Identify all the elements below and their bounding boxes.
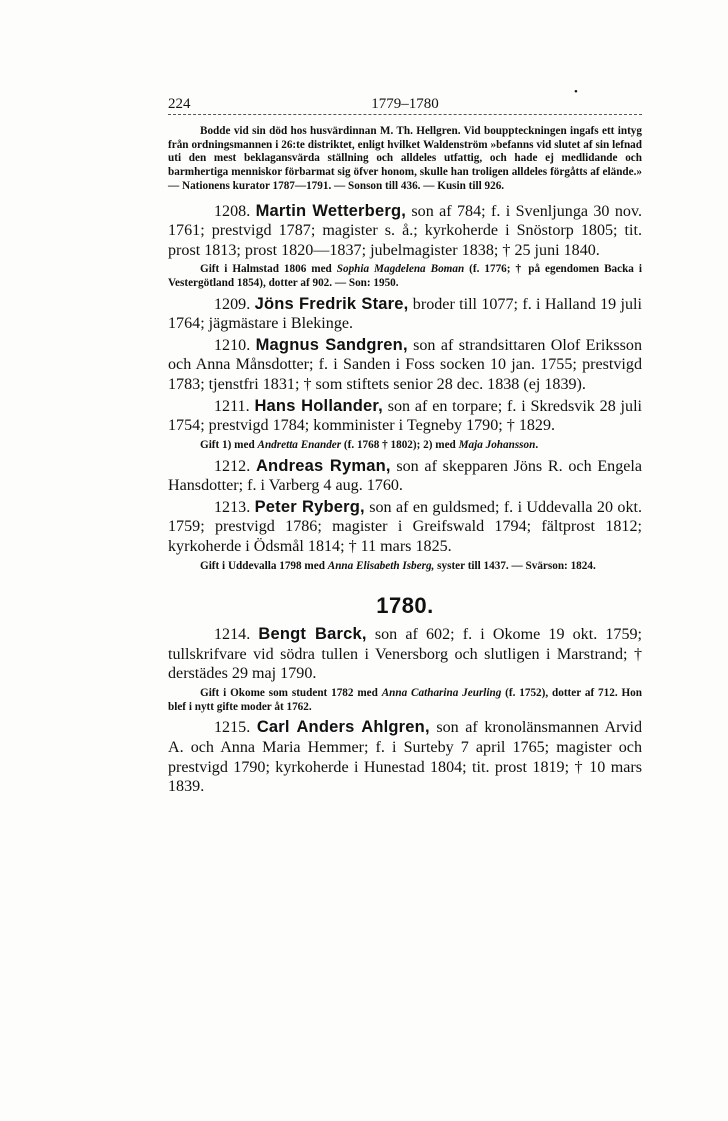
entry-number: 1215. xyxy=(214,719,251,737)
entry-text: son af strandsittaren Olof Eriksson och Anna Månsdotter; f. i Sanden i Foss socken 10 jan. 1755; prestvigd 1783; tjenstfri 1831; † som stiftets senior 28 dec. 1838 (ej 1839). xyxy=(168,336,642,394)
entry-number: 1209. xyxy=(214,295,251,313)
spouse-name: Anna Catharina Jeurling xyxy=(381,687,502,700)
entry-number: 1208. xyxy=(214,202,251,220)
entry-1210 xyxy=(168,336,642,395)
entry-name: Hans Hollander, xyxy=(254,396,383,415)
entry-1214 xyxy=(168,625,642,684)
entry-number: 1212. xyxy=(214,457,251,475)
entry-name: Peter Ryberg, xyxy=(254,497,365,516)
entry-1209 xyxy=(168,295,642,334)
entry-1212 xyxy=(168,457,642,496)
intro-note: Bodde vid sin död hos husvärdinnan M. Th. Hellgren. Vid bouppteckningen ingafs ett intyg från ordningsmannen i 26:te distriktet, enligt hvilket Waldenström »befanns vid slutet af sin lefnad uti den mest beklagansvärda ställning och alldeles utfattig, och hade ej medlidande och barmhertiga menniskor förbarmat sig öfver honom, skulle han troligen alldeles förgåtts af elände.» — Nationens kurator 1787—1791. — Sonson till 436. — Kusin till 926. xyxy=(168,125,642,192)
entry-text: son af skepparen Jöns R. och Engela Hansdotter; f. i Varberg 4 aug. 1760. xyxy=(168,457,642,495)
entry-number: 1211. xyxy=(214,397,250,415)
entry-number: 1210. xyxy=(214,336,251,354)
entry-note-1213: Gift i Uddevalla 1798 med Anna Elisabeth Isberg, syster till 1437. — Svärson: 1824. xyxy=(200,559,596,572)
entry-number: 1213. xyxy=(214,498,251,516)
entry-name: Jöns Fredrik Stare, xyxy=(254,294,409,313)
entry-note-1211: Gift 1) med Andretta Enander (f. 1768 † 1802); 2) med Maja Johansson. xyxy=(200,438,539,451)
print-speck: • xyxy=(574,86,578,98)
entry-1215 xyxy=(168,718,642,796)
entry-text: son af en guldsmed; f. i Uddevalla 20 okt. 1759; prestvigd 1786; magister i Greifswald 1794; fältprost 1812; kyrkoherde i Ödsmål 1814; † 11 mars 1825. xyxy=(168,498,642,555)
entry-text: son af en torpare; f. i Skredsvik 28 juli 1754; prestvigd 1784; komminister i Tegneby 1790; † 1829. xyxy=(168,397,643,435)
entry-1208 xyxy=(168,202,642,261)
section-year-heading: 1780. xyxy=(376,593,434,619)
entry-number: 1214. xyxy=(214,626,251,644)
entry-name: Martin Wetterberg, xyxy=(255,201,407,220)
page-header xyxy=(168,86,642,115)
book-page xyxy=(168,86,643,797)
entry-1213 xyxy=(168,498,642,557)
entry-name: Carl Anders Ahlgren, xyxy=(256,718,430,737)
entry-name: Magnus Sandgren, xyxy=(255,335,408,354)
spouse-name: Anna Elisabeth Isberg, xyxy=(327,559,435,572)
entry-text: broder till 1077; f. i Halland 19 juli 1764; jägmästare i Blekinge. xyxy=(168,295,642,333)
spouse-name: Maja Johansson xyxy=(458,438,536,451)
spouse-name: Sophia Magdelena Boman xyxy=(336,263,465,276)
entry-text: son af 602; f. i Okome 19 okt. 1759; tullskrifvare vid södra tullen i Venersborg och slutligen i Marstrand; † derstädes 29 maj 1790. xyxy=(168,626,643,683)
entry-text: son af 784; f. i Svenljunga 30 nov. 1761; prestvigd 1787; magister s. å.; kyrkoherde i Snöstorp 1805; tit. prost 1813; prost 1820—1837; jubelmagister 1838; † 25 juni 1840. xyxy=(168,202,642,259)
page-number: 224 xyxy=(168,96,191,112)
entry-note-1208: Gift i Halmstad 1806 med Sophia Magdelena Boman (f. 1776; † på egendomen Backa i Vestergötland 1854), dotter af 902. — Son: 1950. xyxy=(168,263,642,289)
entry-1211 xyxy=(168,397,642,436)
entry-note-1214: Gift i Okome som student 1782 med Anna Catharina Jeurling (f. 1752), dotter af 712. Hon blef i nytt gifte moder åt 1762. xyxy=(168,687,642,713)
entry-name: Andreas Ryman, xyxy=(255,456,391,475)
entry-name: Bengt Barck, xyxy=(258,625,367,644)
spouse-name: Andretta Enander xyxy=(257,438,342,451)
entry-text: son af kronolänsmannen Arvid A. och Anna Maria Hemmer; f. i Surteby 7 april 1765; magister och prestvigd 1790; kyrkoherde i Hunestad 1804; tit. prost 1819; † 10 mars 1839. xyxy=(168,719,643,796)
running-title: 1779–1780 xyxy=(371,96,439,112)
